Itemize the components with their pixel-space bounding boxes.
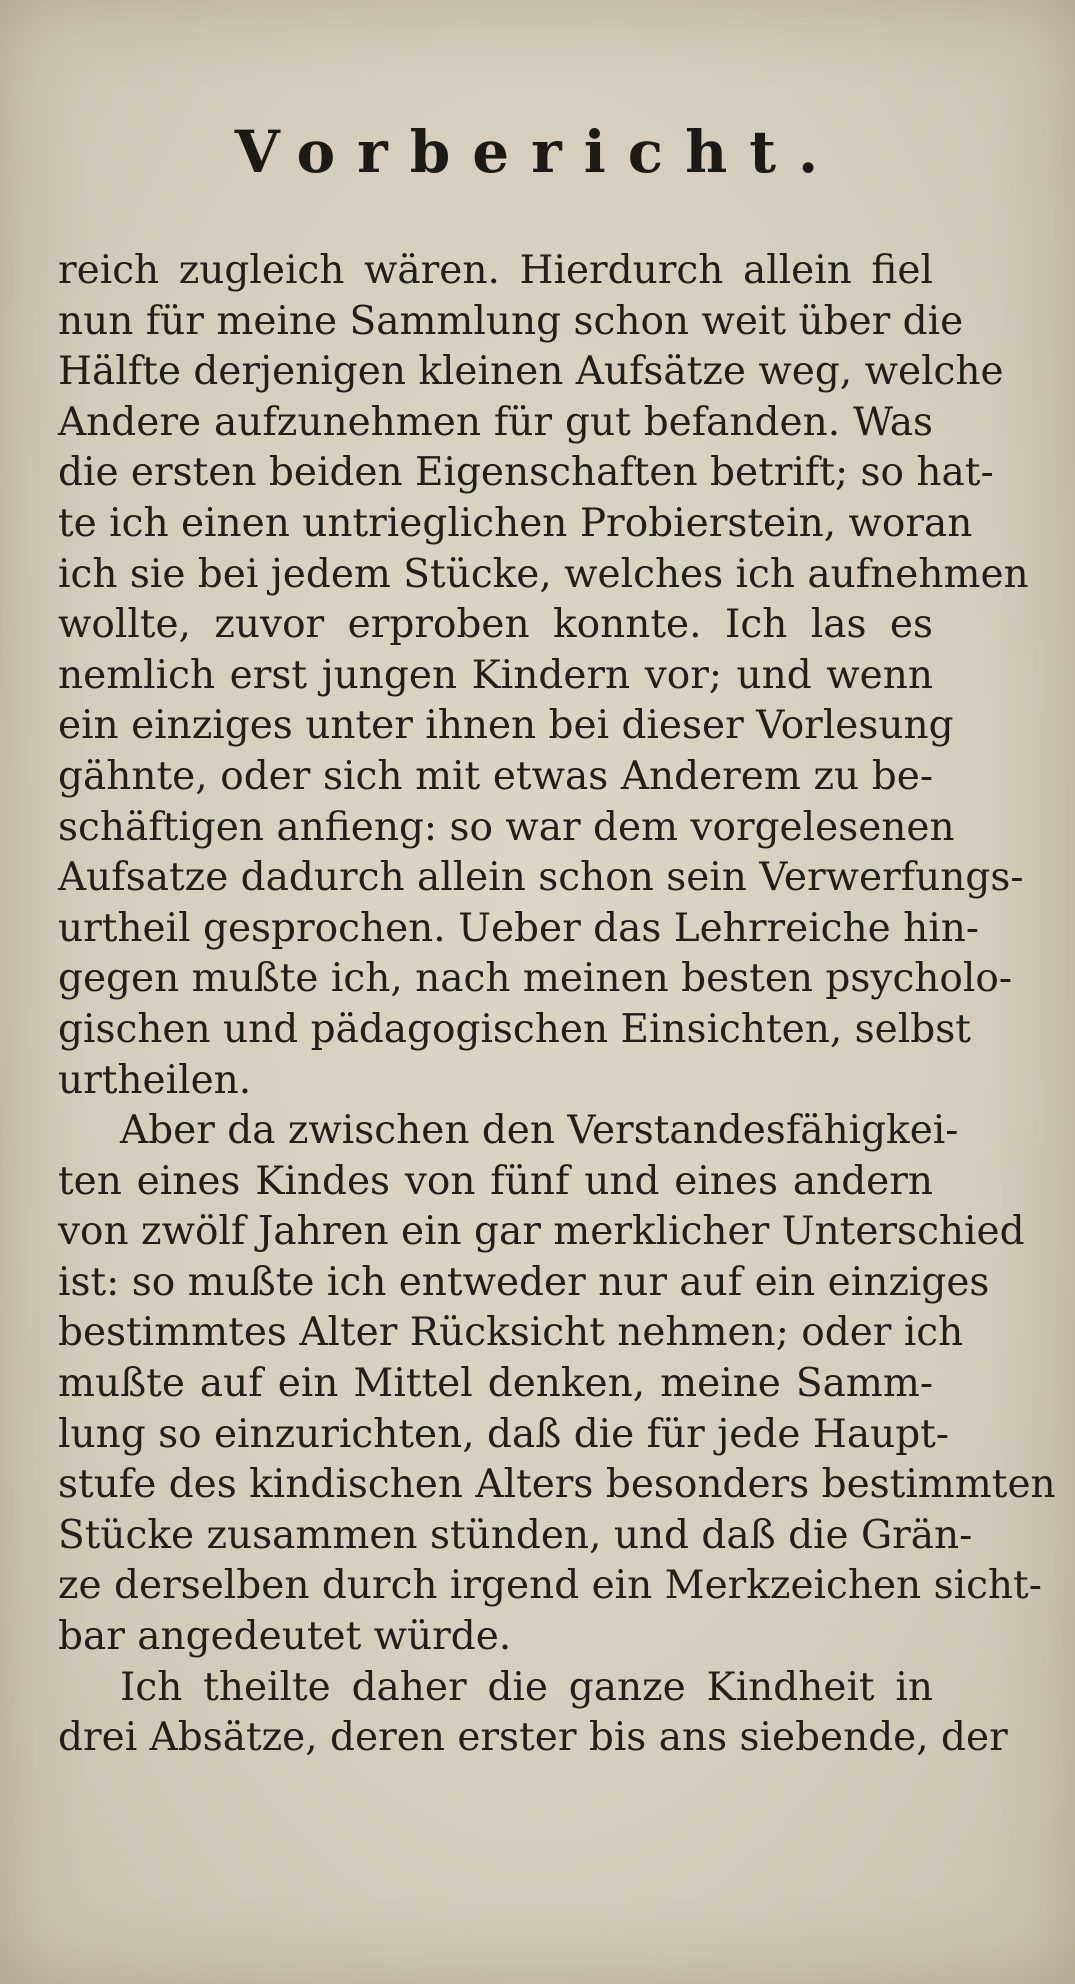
text-line: gähnte, oder sich mit etwas Anderem zu be- xyxy=(58,753,933,799)
paragraph-1 xyxy=(58,246,1029,1106)
text-line: die ersten beiden Eigenschaften betrift; so hat- xyxy=(58,450,994,496)
text-line: gischen und pädagogischen Einsichten, selbst xyxy=(58,1006,971,1052)
paragraph-3 xyxy=(58,1663,1008,1764)
text-line: Aber da zwischen den Verstandesfähigkei- xyxy=(120,1108,959,1154)
text-line: drei Absätze, deren erster bis ans siebende, der xyxy=(58,1715,1008,1761)
text-line: Ich theilte daher die ganze Kindheit in xyxy=(120,1664,933,1710)
text-line: wollte, zuvor erproben konnte. Ich las es xyxy=(58,602,933,648)
text-line: ten eines Kindes von fünf und eines andern xyxy=(58,1158,933,1204)
body-text xyxy=(58,246,1056,1764)
text-line: nun für meine Sammlung schon weit über die xyxy=(58,298,964,344)
text-line: ist: so mußte ich entweder nur auf ein einziges xyxy=(58,1259,990,1305)
running-head: Vorbericht. xyxy=(234,118,841,186)
paragraph-2 xyxy=(58,1106,1056,1663)
text-line: Aufsatze dadurch allein schon sein Verwerfungs- xyxy=(58,855,1024,901)
text-line: ze derselben durch irgend ein Merkzeichen sicht- xyxy=(58,1563,1042,1609)
text-line: von zwölf Jahren ein gar merklicher Unterschied xyxy=(58,1209,1025,1255)
text-line: te ich einen untrieglichen Probierstein, woran xyxy=(58,500,973,546)
text-line: nemlich erst jungen Kindern vor; und wenn xyxy=(58,652,933,698)
text-line: lung so einzurichten, daß die für jede Haupt- xyxy=(58,1411,950,1457)
text-line: mußte auf ein Mittel denken, meine Samm- xyxy=(58,1361,933,1407)
text-line: bestimmtes Alter Rücksicht nehmen; oder ich xyxy=(58,1310,964,1356)
text-line: ein einziges unter ihnen bei dieser Vorlesung xyxy=(58,703,954,749)
text-line: urtheilen. xyxy=(58,1057,252,1103)
text-line: ich sie bei jedem Stücke, welches ich aufnehmen xyxy=(58,551,1029,597)
text-line: Hälfte derjenigen kleinen Aufsätze weg, welche xyxy=(58,349,1004,395)
text-line: schäftigen anfieng: so war dem vorgelesenen xyxy=(58,804,955,850)
text-line: Andere aufzunehmen für gut befanden. Was xyxy=(58,399,933,445)
text-line: Stücke zusammen stünden, und daß die Grän- xyxy=(58,1512,973,1558)
text-line: stufe des kindischen Alters besonders bestimmten xyxy=(58,1462,1056,1508)
text-line: reich zugleich wären. Hierdurch allein fiel xyxy=(58,248,933,293)
text-line: urtheil gesprochen. Ueber das Lehrreiche hin- xyxy=(58,905,979,951)
text-line: bar angedeutet würde. xyxy=(58,1614,512,1660)
text-line: gegen mußte ich, nach meinen besten psycholo- xyxy=(58,956,1013,1002)
